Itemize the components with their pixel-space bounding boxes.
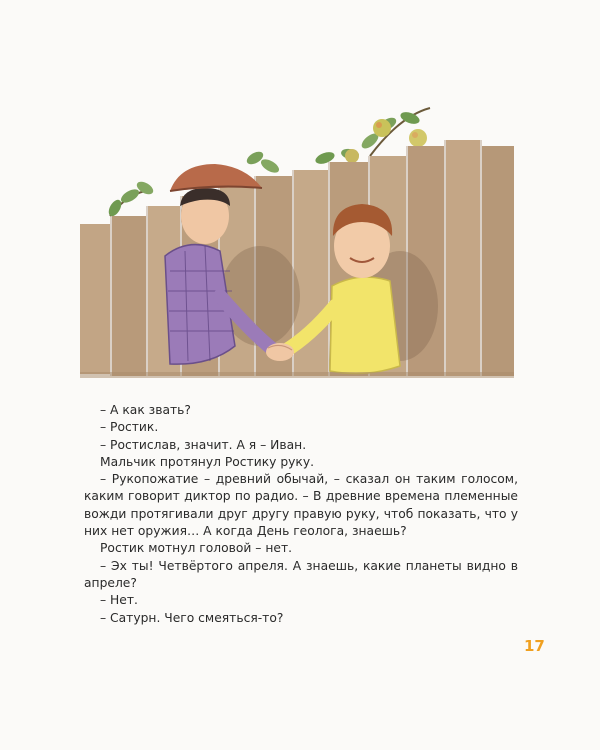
- paragraph: – Ростислав, значит. А я – Иван.: [100, 437, 307, 452]
- paragraph: – А как звать?: [100, 403, 191, 417]
- handshake-icon: [266, 343, 294, 361]
- paragraph: – Ростик.: [100, 420, 159, 435]
- story-text: [84, 402, 518, 627]
- paragraph: Мальчик протянул Ростику руку.: [100, 454, 315, 469]
- paragraph: – Сатурн. Чего смеяться-то?: [100, 610, 284, 625]
- paragraph: Ростик мотнул головой – нет.: [100, 541, 293, 556]
- page-number: 17: [524, 637, 545, 655]
- paragraph: – Рукопожатие – древний обычай, – сказал он таким голосом, каким говорит диктор по радио. – В древние времена племенные вожди протягивали друг другу правую руку, чтоб показать, что у них нет оружия… А когда День геолога, знаешь?: [84, 472, 518, 539]
- paragraph: – Эх ты! Четвёртого апреля. А знаешь, какие планеты видно в апреле?: [84, 558, 518, 590]
- paragraph: – Нет.: [100, 593, 138, 608]
- two-boys-handshake-fence-illustration: [70, 96, 520, 381]
